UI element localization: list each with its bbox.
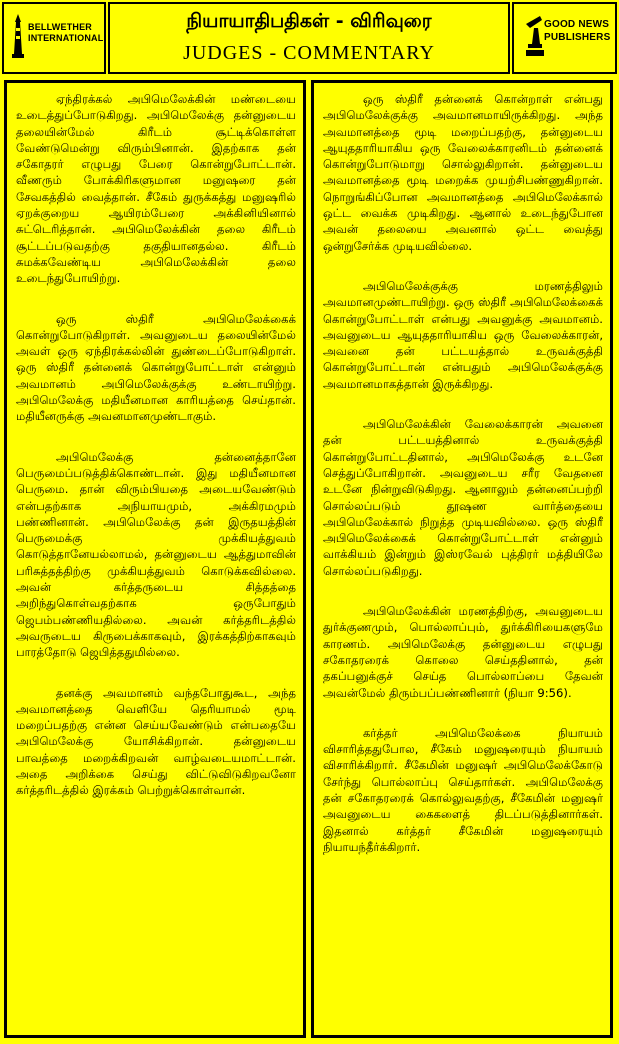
logo-right-text: GOOD NEWS PUBLISHERS [544,19,611,43]
left-paragraph: ஏந்திரக்கல் அபிமெலேக்கின் மண்டையை உடைத்துப்போடுகிறது. அபிமெலேக்கு தன்னுடைய தலையின்மேல் கிரீடம் சூட்டிக்கொள்ள வேண்டுமென்று விரும்பினான். இதற்காக தன் சகோதரர் எழுபது பேரை கொன்றுபோட்டான். வீணரும் போக்கிரிகளுமான மனுஷரை தன் சேவகத்தில் வைத்தான். சீகேம் துருக்கத்து மனுஷரில் ஏறக்குறைய ஆயிரம்பேரை அக்கினியினால் சுட்டெரித்தான். அபிமெலேக்கின் தலை கிரீடம் சூட்டப்படுவதற்கு தகுதியானதல்ல. கிரீடம் சுமக்கவேண்டிய அபிமெலேக்கின் தலை உடைந்துபோயிற்று. [16,92,296,286]
publisher-logo-left [2,2,106,74]
tower-icon [10,14,26,60]
right-paragraph: ஒரு ஸ்திரீ தன்னைக் கொன்றாள் என்பது அபிமெலேக்குக்கு அவமானமாயிருக்கிறது. அந்த அவமானத்தை மூடி மறைப்பதற்கு, தன்னுடைய ஆயுததாரியாகிய ஒரு வேலைக்காரனிடம் தன்னைக் கொன்றுபோடுமாறு சொல்லுகிறான். தன்னுடைய அவமானத்தை மூடி மறைக்க முயற்சிபண்ணுகிறான். நொறுங்கிப்போன அவமானத்தை அபிமெலேக்கால் ஒட்ட வைக்க முடிகிறது. ஆனால் உடைந்துபோன அவன் தலையை அவனால் ஒட்ட வைத்து ஒன்றுசேர்க்க முடியவில்லை. [323,92,603,253]
left-column-text [16,91,296,823]
right-paragraph: அபிமெலேக்கின் மரணத்திற்கு, அவனுடைய துர்க்குணமும், பொல்லாப்பும், துர்க்கிரியைகளுமே காரணம். அபிமெலேக்கு தன்னுடைய எழுபது சகோதரரைக் கொலை செய்ததினால், தன் தகப்பனுக்குச் செய்த பொல்லாப்பை தேவன் அவன்மேல் திரும்பப்பண்ணினார் (நியா 9:56). [323,604,603,700]
logo-left-text: BELLWETHER INTERNATIONAL [28,22,104,43]
left-paragraph: அபிமெலேக்கு தன்னைத்தானே பெருமைப்படுத்திக்கொண்டான். இது மதியீனமான பெருமை. தான் விரும்பியதை அடையவேண்டும் என்பதற்காக அநியாயமும், அக்கிரமமும் பண்ணினான். அபிமெலேக்கு தன் இருதயத்தின் பெருமைக்கு முக்கியத்துவம் கொடுத்தானேயல்லாமல், தன்னுடைய ஆத்துமாவின் பரிசுத்தத்திற்கு முக்கியத்துவம் கொடுக்கவில்லை. அவன் கர்த்தருடைய சித்தத்தை அறிந்துகொள்வதற்காக ஒருபோதும் ஜெபம்பண்ணியதில்லை. அவன் கர்த்தரிடத்தில் அவருடைய கிருபைக்காகவும், இரக்கத்திற்காகவும் பாரத்தோடு ஜெபித்ததுமில்லை. [16,449,296,660]
right-paragraph: அபிமெலேக்குக்கு மரணத்திலும் அவமானமுண்டாயிற்று. ஒரு ஸ்திரீ அபிமெலேக்கைக் கொன்றுபோட்டாள் என்பது அவனுக்கு அவமானம். அவனுடைய ஆயுததாரியாகிய ஒரு வேலைக்காரன், அவனை தன் பட்டயத்தால் உருவக்குத்தி கொன்றுபோட்டான் என்பதும் அபிமெலேக்குக்கு அவமானமாகத்தான் இருக்கிறது. [323,278,603,391]
right-paragraph: அபிமெலேக்கின் வேலைக்காரன் அவனை தன் பட்டயத்தினால் உருவக்குத்தி கொன்றுபோட்டதினால், அபிமெலேக்கு உடனே செத்துப்போகிறான். அவனுடைய சரீர வேதனை உடனே நின்றுவிடுகிறது. ஆனாலும் தன்னைப்பற்றி சொல்லப்படும் தூஷண வார்த்தையை அபிமெலேக்கால் நிறுத்த முடியவில்லை. ஒரு ஸ்திரீ அபிமெலேக்கைக் கொன்றுபோட்டாள் என்னும் வாக்கியம் இன்றும் இஸ்ரவேல் புத்திரர் மத்தியிலே சொல்லப்படுகிறது. [323,417,603,578]
left-paragraph: ஒரு ஸ்திரீ அபிமெலேக்கைக் கொன்றுபோடுகிறாள். அவனுடைய தலையின்மேல் அவள் ஒரு ஏந்திரக்கல்லின் துண்டைப்போடுகிறாள். ஒரு ஸ்திரீ தன்னைக் கொன்றுபோட்டாள் என்னும் அவமானம் அபிமெலேக்குக்கு உண்டாயிற்று. அபிமெலேக்கு மதியீனமான காரியத்தை செய்தான். மதியீனருக்கு அவனமானமுண்டாகும். [16,311,296,424]
right-column [311,80,613,1038]
title-box [108,2,510,74]
publisher-logo-right [512,2,617,74]
page-title-tamil: நியாயாதிபதிகள் - விரிவுரை [186,10,432,32]
page-title-english: JUDGES - COMMENTARY [183,42,435,64]
page-header [0,0,619,78]
left-paragraph: தனக்கு அவமானம் வந்தபோதுகூட, அந்த அவமானத்தை வெளியே தெரியாமல் மூடி மறைப்பதற்கு என்ன செய்யவேண்டும் என்பதையே அபிமெலேக்கு யோசிக்கிறான். தன்னுடைய பாவத்தை மறைக்கிறவன் வாழ்வடையமாட்டான். அதை அறிக்கை செய்து விட்டுவிடுகிறவனோ கர்த்தரிடத்தில் இரக்கம் பெற்றுக்கொள்வான். [16,685,296,798]
right-paragraph: கர்த்தர் அபிமெலேக்கை நியாயம் விசாரித்ததுபோல, சீகேம் மனுஷரையும் நியாயம் விசாரிக்கிறார். சீகேமின் மனுஷர் அபிமெலேக்கோடு சேர்ந்து பொல்லாப்பு செய்தார்கள். அபிமெலேக்கு தன் சகோதரரைக் கொல்லுவதற்கு, சீகேமின் மனுஷர் அவனுடைய கைகளைத் திடப்படுத்தினார்கள். இதனால் கர்த்தர் சீகேமின் மனுஷரையும் நியாயந்தீர்க்கிறார். [323,725,603,854]
left-column [4,80,306,1038]
trumpet-icon [524,14,544,60]
right-column-text [323,91,603,879]
